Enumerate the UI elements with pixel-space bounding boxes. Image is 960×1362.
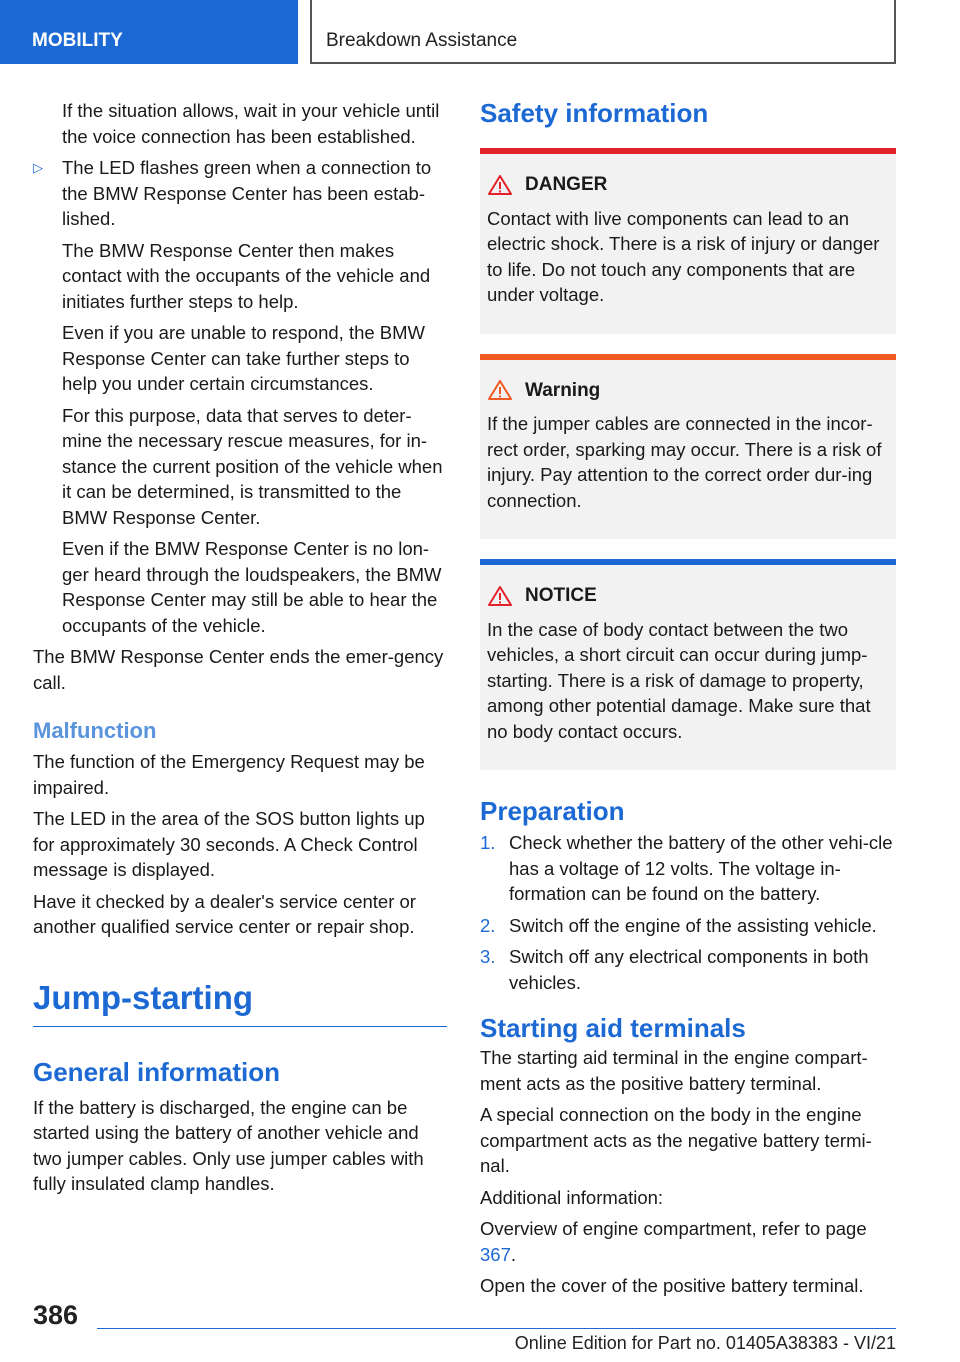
triangle-bullet-icon: ▷ <box>33 160 43 175</box>
warning-triangle-icon <box>487 174 513 196</box>
warning-triangle-icon <box>487 379 513 401</box>
notice-label: NOTICE <box>525 585 597 606</box>
danger-label: DANGER <box>525 174 608 195</box>
step-text: Switch off any electrical components in both vehicles. <box>509 946 869 993</box>
preparation-steps <box>480 830 896 995</box>
terminals-paragraph: The starting aid terminal in the engine compart‐ment acts as the positive battery terminal. <box>480 1047 868 1094</box>
terminals-heading: Starting aid terminals <box>480 1013 746 1043</box>
step-text: Check whether the battery of the other vehi‐cle has a voltage of 12 volts. The voltage in‐formation can be found on the battery. <box>509 832 893 904</box>
warning-text: If the jumper cables are connected in the incor‐rect order, sparking may occur. There is a risk of injury. Pay attention to the correct order dur‐ing connection. <box>487 413 882 511</box>
right-column <box>480 98 896 1305</box>
warning-notice <box>480 354 896 540</box>
malfunction-paragraph: The LED in the area of the SOS button lights up for approximately 30 seconds. A Check Control message is displayed. <box>33 808 425 880</box>
bullet-text: The LED flashes green when a connection to the BMW Response Center has been estab‐lished. <box>62 157 432 229</box>
terminals-paragraph: Additional information: <box>480 1186 664 1208</box>
safety-heading: Safety information <box>480 98 709 128</box>
terminals-paragraph: A special connection on the body in the engine compartment acts as the negative battery termi‐nal. <box>480 1104 872 1176</box>
section-tab[interactable]: MOBILITY <box>0 0 298 64</box>
malfunction-paragraph: Have it checked by a dealer's service center or another qualified service center or repair shop. <box>33 890 416 937</box>
warning-label: Warning <box>525 379 601 401</box>
bullet-paragraph: The BMW Response Center then makes contact with the occupants of the vehicle and initiates further steps to help. <box>62 239 431 312</box>
intro-paragraph: If the situation allows, wait in your vehicle until the voice connection has been established. <box>62 100 440 147</box>
list-item <box>480 944 896 995</box>
step-text: Switch off the engine of the assisting vehicle. <box>509 914 877 936</box>
notice-text: In the case of body contact between the two vehicles, a short circuit can occur during jump-starting. There is a risk of damage to property, among other potential damage. Make sure that no body contact occurs. <box>487 618 871 742</box>
page-link[interactable]: 367 <box>480 1243 511 1265</box>
chapter-tab[interactable]: Breakdown Assistance <box>310 0 896 64</box>
danger-notice <box>480 148 896 334</box>
step-number: 3. <box>480 946 496 967</box>
chapter-heading: Jump-starting <box>33 978 447 1027</box>
footer-edition: Online Edition for Part no. 01405A38383 - VI/21 <box>514 1333 896 1353</box>
list-item <box>480 913 896 939</box>
general-info-paragraph: If the battery is discharged, the engine can be started using the battery of another vehicle and two jumper cables. Only use jumper cables with fully insulated clamp handles. <box>33 1096 424 1194</box>
footer-divider <box>97 1328 896 1329</box>
preparation-heading: Preparation <box>480 796 625 826</box>
step-number: 2. <box>480 914 496 936</box>
terminals-paragraph: Open the cover of the positive battery terminal. <box>480 1275 864 1296</box>
list-item <box>33 155 447 232</box>
end-call-paragraph: The BMW Response Center ends the emer‐gency call. <box>33 646 444 693</box>
list-item <box>480 830 896 907</box>
reference-text: Overview of engine compartment, refer to page <box>480 1218 867 1239</box>
page-reference <box>480 1216 896 1267</box>
general-info-heading: General information <box>33 1056 281 1087</box>
malfunction-heading: Malfunction <box>33 718 157 743</box>
bullet-paragraph: Even if the BMW Response Center is no lon‐ger heard through the loudspeakers, the BMW Response Center may still be able to hear the occupants of the vehicle. <box>62 538 442 636</box>
reference-suffix: . <box>510 1243 517 1265</box>
malfunction-paragraph: The function of the Emergency Request may be impaired. <box>33 751 425 798</box>
step-number: 1. <box>480 832 496 853</box>
danger-text: Contact with live components can lead to an electric shock. There is a risk of injury or danger to life. Do not touch any components that are under voltage. <box>487 207 880 305</box>
notice-box <box>480 559 896 770</box>
page-number: 386 <box>33 1300 79 1330</box>
bullet-paragraph: For this purpose, data that serves to deter‐mine the necessary rescue measures, for in‐stance the current position of the vehicle when it can be determined, is transmitted to the BMW Response Center. <box>62 404 443 528</box>
left-column <box>33 98 447 1203</box>
warning-triangle-icon <box>487 585 513 607</box>
bullet-paragraph: Even if you are unable to respond, the BMW Response Center can take further steps to help you under certain circumstances. <box>62 322 426 394</box>
